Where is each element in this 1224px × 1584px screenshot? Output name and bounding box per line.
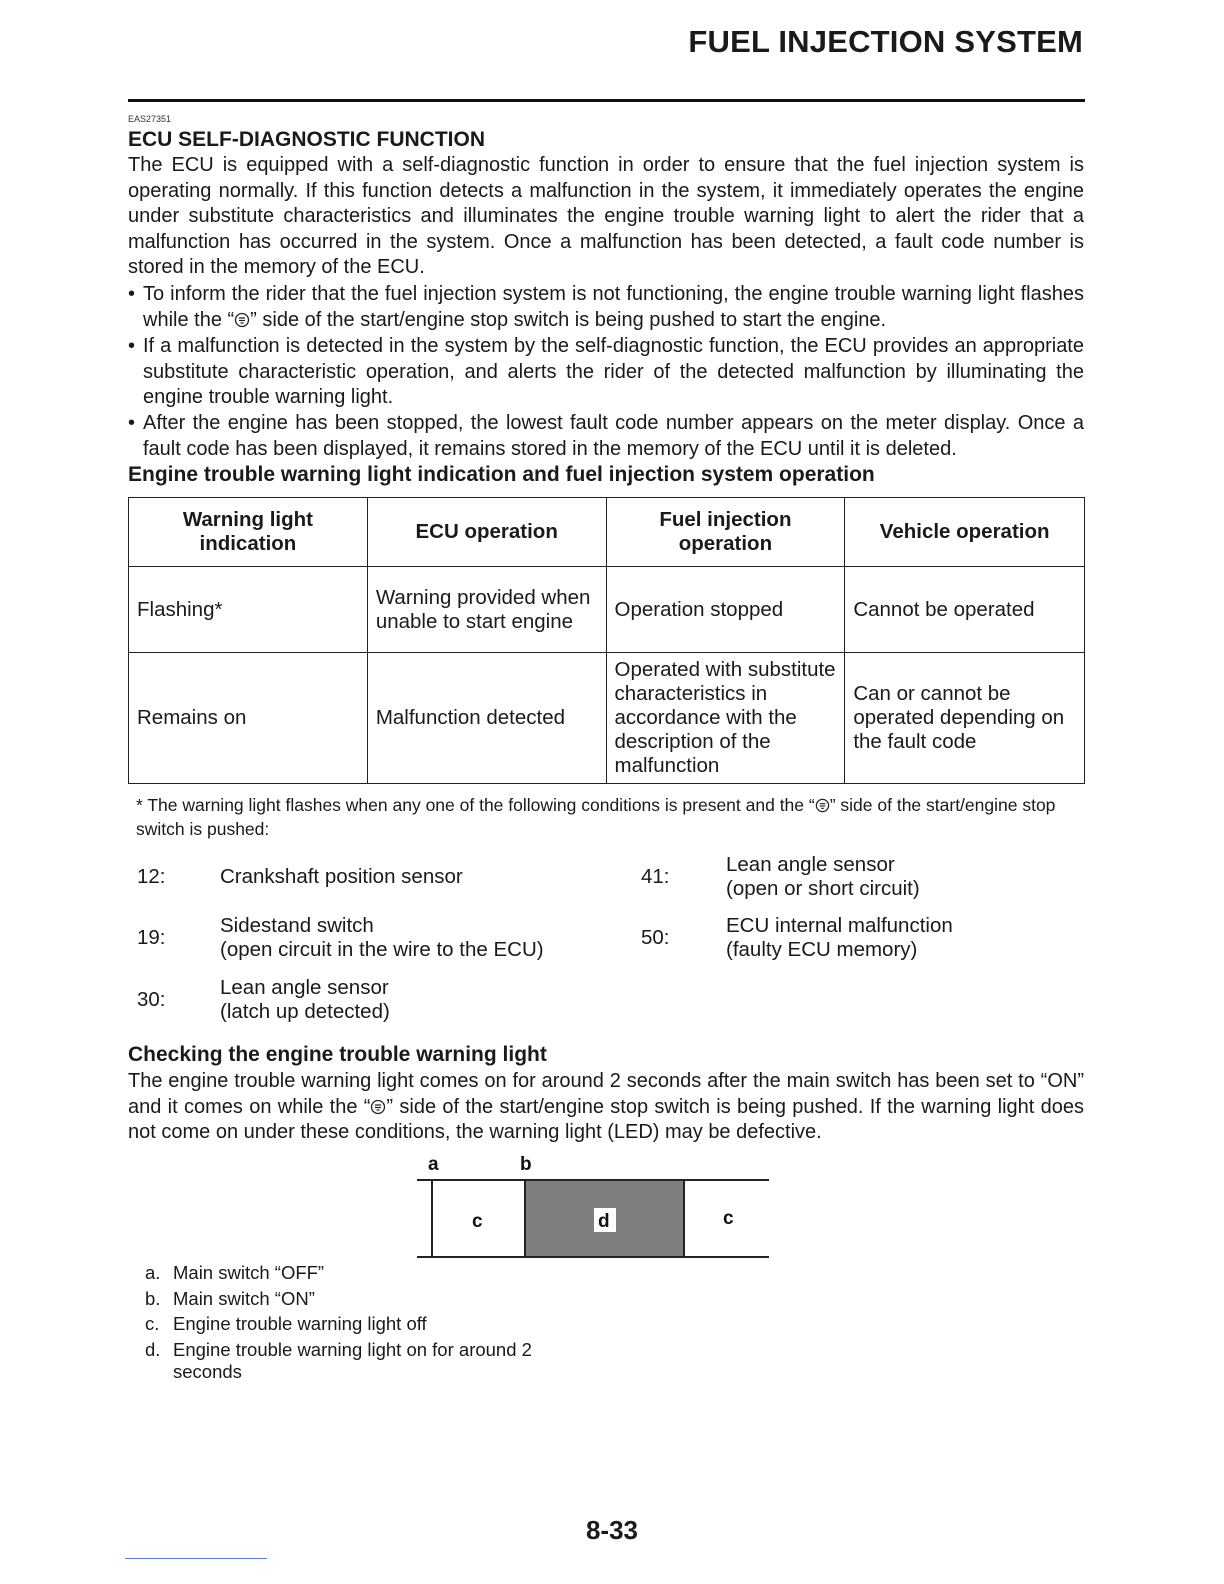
- fault-code-description: [726, 853, 920, 901]
- footer-link-line: [125, 1558, 267, 1559]
- warning-light-table: [128, 497, 1085, 784]
- legend-text: seconds: [173, 1360, 242, 1382]
- diagram-label-a: a: [428, 1154, 439, 1175]
- diagram-label-d: d: [598, 1211, 610, 1232]
- table-cell: Flashing*: [129, 567, 368, 653]
- bullet-text: To inform the rider that the fuel injection system is not functioning, the engine trouble warning light flashes while the “: [143, 283, 1084, 331]
- bullet-glyph: •: [128, 412, 136, 434]
- legend-key: b.: [145, 1287, 161, 1309]
- section-code: EAS27351: [128, 114, 172, 124]
- table-title: Engine trouble warning light indication and fuel injection system operation: [128, 463, 875, 486]
- legend-text: Main switch “ON”: [173, 1287, 315, 1309]
- fault-code-number: 12:: [137, 865, 166, 888]
- table-cell: Remains on: [129, 653, 368, 784]
- bullet-item: [128, 411, 1084, 462]
- checking-paragraph: [128, 1069, 1084, 1146]
- table-header-cell: Warning light indication: [129, 498, 368, 567]
- footnote-text: * The warning light flashes when any one of the following conditions is present and the “: [136, 795, 815, 815]
- fault-code-number: 30:: [137, 988, 166, 1011]
- fault-code-line: (open circuit in the wire to the ECU): [220, 938, 544, 961]
- legend-item: [145, 1311, 532, 1337]
- legend-key: c.: [145, 1313, 160, 1334]
- fault-code-description: [726, 914, 953, 962]
- bullet-glyph: •: [128, 335, 136, 357]
- bullet-item: [128, 334, 1084, 411]
- table-row: [129, 567, 1085, 653]
- checking-text: ” side of the start/engine stop switch is being pushed. If the warning light does not come on under these conditions, the warning light (LED) may be defective.: [128, 1095, 1084, 1144]
- warning-light-timing-diagram: [410, 1150, 780, 1265]
- fault-code-number: 19:: [137, 926, 166, 949]
- fault-code-line: Lean angle sensor: [726, 853, 895, 876]
- fault-code-line: (open or short circuit): [726, 877, 920, 900]
- table-cell: Warning provided when unable to start engine: [367, 567, 606, 653]
- bullet-text: If a malfunction is detected in the system by the self-diagnostic function, the ECU provides an appropriate substitute characteristic operation, and alerts the rider of the detected malfunction by illuminating the engine trouble warning light.: [143, 335, 1084, 409]
- page-number: 8-33: [585, 1515, 639, 1545]
- table-cell: Operation stopped: [606, 567, 845, 653]
- table-header-cell: Fuel injection operation: [606, 498, 845, 567]
- table-cell: Malfunction detected: [367, 653, 606, 784]
- fault-code-number: 41:: [641, 865, 670, 888]
- fault-code-description: [220, 976, 390, 1024]
- bullet-item: [128, 282, 1084, 333]
- table-cell: Can or cannot be operated depending on the fault code: [845, 653, 1085, 784]
- page-title: FUEL INJECTION SYSTEM: [688, 24, 1083, 59]
- legend-text: Main switch “OFF”: [173, 1262, 325, 1283]
- table-header-cell: Vehicle operation: [845, 498, 1085, 567]
- start-switch-icon: [370, 1099, 386, 1115]
- bullet-text: ” side of the start/engine stop switch is being pushed to start the engine.: [250, 308, 887, 331]
- checking-heading: Checking the engine trouble warning light: [128, 1043, 547, 1066]
- fault-code-line: (latch up detected): [220, 1000, 390, 1023]
- legend-text: Engine trouble warning light off: [173, 1313, 427, 1334]
- table-header-cell: ECU operation: [367, 498, 606, 567]
- legend-item: [145, 1337, 532, 1383]
- legend-key: d.: [145, 1338, 161, 1360]
- section-heading: ECU SELF-DIAGNOSTIC FUNCTION: [128, 128, 485, 151]
- table-footnote: [136, 793, 1084, 841]
- legend-item: [145, 1286, 532, 1312]
- header-rule: [128, 99, 1085, 102]
- intro-paragraph: The ECU is equipped with a self-diagnostic function in order to ensure that the fuel injection system is operating normally. If this function detects a malfunction in the system, it immediately operates the engine under substitute characteristics and illuminates the engine trouble warning light to alert the rider that a malfunction has occurred in the system. Once a malfunction has been detected, a fault code number is stored in the memory of the ECU.: [128, 154, 1084, 279]
- fault-code-line: Lean angle sensor: [220, 976, 389, 999]
- fault-code-description: Crankshaft position sensor: [220, 865, 463, 888]
- diagram-label-c: c: [723, 1208, 734, 1229]
- bullet-glyph: •: [128, 283, 136, 305]
- footnote-text: ” side of the start/engine stop switch is pushed:: [136, 795, 1056, 839]
- start-switch-icon: [234, 312, 250, 328]
- table-cell: Operated with substitute characteristics in accordance with the description of the malfunction: [606, 653, 845, 784]
- table-row: [129, 653, 1085, 784]
- legend-key: a.: [145, 1262, 161, 1283]
- fault-code-line: ECU internal malfunction: [726, 914, 953, 937]
- table-cell: Cannot be operated: [845, 567, 1085, 653]
- fault-code-line: Sidestand switch: [220, 914, 374, 937]
- checking-text: The engine trouble warning light comes on for around 2 seconds after the main switch has been set to “ON” and it comes on while the “: [128, 1070, 1084, 1118]
- diagram-label-c: c: [472, 1211, 483, 1232]
- fault-code-description: [220, 914, 544, 962]
- bullet-text: After the engine has been stopped, the lowest fault code number appears on the meter display. Once a fault code has been displayed, it remains stored in the memory of the ECU until it is deleted.: [143, 412, 1084, 460]
- fault-code-line: (faulty ECU memory): [726, 938, 918, 961]
- diagram-legend: [145, 1260, 532, 1383]
- fault-code-number: 50:: [641, 926, 670, 949]
- diagram-label-b: b: [520, 1154, 532, 1175]
- legend-item: [145, 1260, 532, 1286]
- legend-text: Engine trouble warning light on for around 2: [173, 1338, 532, 1360]
- start-switch-icon: [815, 798, 830, 813]
- table-header-row: [129, 498, 1085, 567]
